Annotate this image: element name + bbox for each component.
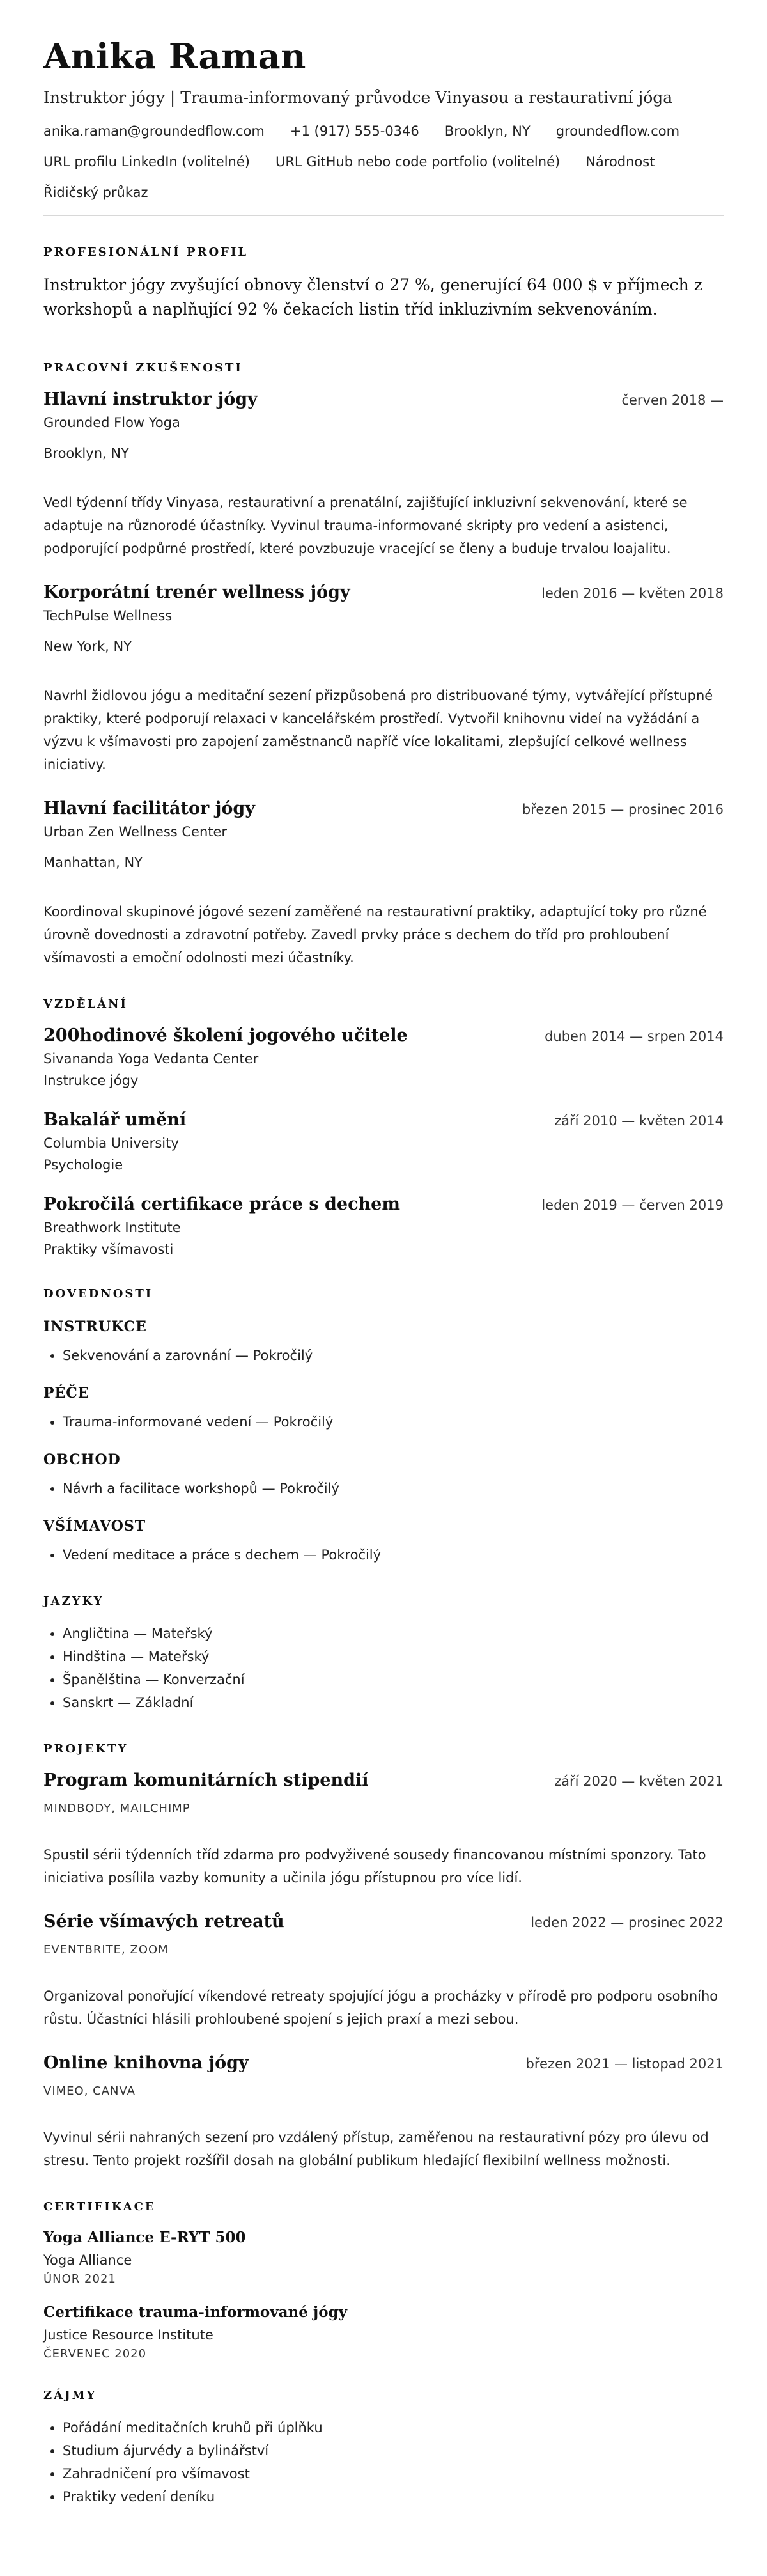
degree: Pokročilá certifikace práce s dechem	[43, 1194, 400, 1214]
project-item	[43, 2052, 724, 2172]
language-list	[43, 1622, 724, 1714]
cert-issuer: Yoga Alliance	[43, 2252, 132, 2268]
project-name: Program komunitárních stipendií	[43, 1770, 369, 1790]
interest-item: • Studium ájurvédy a bylinářství	[63, 2439, 724, 2462]
cert-date: ÚNOR 2021	[43, 2272, 116, 2286]
job-location: New York, NY	[43, 639, 132, 654]
job-company: Grounded Flow Yoga	[43, 415, 180, 430]
candidate-name: Anika Raman	[43, 36, 306, 77]
github-url[interactable]: URL GitHub nebo code portfolio (volitelné)	[275, 154, 561, 169]
cert-name: Yoga Alliance E-RYT 500	[43, 2229, 246, 2246]
skill-list	[43, 1477, 724, 1500]
website[interactable]: groundedflow.com	[555, 123, 680, 139]
job-title: Korporátní trenér wellness jógy	[43, 582, 350, 602]
linkedin-url[interactable]: URL profilu LinkedIn (volitelné)	[43, 154, 250, 169]
section-title-profile: PROFESIONÁLNÍ PROFIL	[43, 246, 249, 259]
section-title-certifications: CERTIFIKACE	[43, 2200, 156, 2213]
school: Sivananda Yoga Vedanta Center	[43, 1051, 259, 1066]
education-item	[43, 1025, 724, 1090]
project-tools: MINDBODY, MAILCHIMP	[43, 1802, 190, 1815]
contact-row-1	[43, 121, 724, 141]
section-title-interests: ZÁJMY	[43, 2389, 97, 2402]
certification-item	[43, 2302, 724, 2361]
interest-list	[43, 2416, 724, 2508]
skill-category: VŠÍMAVOST	[43, 1518, 146, 1534]
profile-section	[43, 246, 724, 322]
education-date: leden 2019 — červen 2019	[541, 1198, 724, 1213]
section-title-languages: JAZYKY	[43, 1595, 104, 1608]
education-section	[43, 997, 724, 1259]
language-item: • Sanskrt — Základní	[63, 1691, 724, 1714]
job-company: TechPulse Wellness	[43, 608, 173, 623]
skill-category: INSTRUKCE	[43, 1318, 147, 1335]
skills-section	[43, 1287, 724, 1566]
school: Breathwork Institute	[43, 1220, 181, 1235]
project-tools: VIMEO, CANVA	[43, 2084, 136, 2098]
resume-header	[43, 36, 724, 202]
degree: 200hodinové školení jogového učitele	[43, 1026, 408, 1045]
cert-date: ČERVENEC 2020	[43, 2347, 147, 2361]
contact-row-2	[43, 152, 724, 171]
drivers-license: Řidičský průkaz	[43, 185, 148, 200]
job-title: Hlavní instruktor jógy	[43, 389, 258, 409]
project-item	[43, 1770, 724, 1889]
skill-category: OBCHOD	[43, 1451, 121, 1468]
skill-category: PÉČE	[43, 1385, 89, 1401]
project-item	[43, 1911, 724, 2031]
degree: Bakalář umění	[43, 1110, 187, 1130]
job-date: leden 2016 — květen 2018	[541, 586, 724, 601]
interest-item: • Zahradničení pro všímavost	[63, 2462, 724, 2485]
job-location: Manhattan, NY	[43, 855, 143, 870]
profile-summary: Instruktor jógy zvyšující obnovy členství o 27 %, generující 64 000 $ v příjmech z workshopů a naplňující 92 % čekacích listin tříd inkluzivním sekvenováním.	[43, 276, 702, 318]
skill-list	[43, 1344, 724, 1367]
project-date: březen 2021 — listopad 2021	[525, 2056, 724, 2072]
certifications-section	[43, 2200, 724, 2361]
field-of-study: Praktiky všímavosti	[43, 1242, 174, 1257]
section-title-projects: PROJEKTY	[43, 1742, 128, 1756]
languages-section	[43, 1595, 724, 1714]
education-item	[43, 1109, 724, 1175]
location: Brooklyn, NY	[444, 123, 531, 139]
skill-item: • Sekvenování a zarovnání — Pokročilý	[63, 1344, 724, 1367]
language-item: • Angličtina — Mateřský	[63, 1622, 724, 1645]
job-title: Hlavní facilitátor jógy	[43, 799, 255, 818]
interests-section	[43, 2389, 724, 2508]
project-description: Organizoval ponořující víkendové retreaty spojující jógu a procházky v přírodě pro podporu osobního růstu. Účastníci hlásili prohloubené spojení s jejich praxí a mezi sebou.	[43, 1988, 718, 2027]
school: Columbia University	[43, 1136, 179, 1151]
field-of-study: Psychologie	[43, 1157, 123, 1173]
project-date: leden 2022 — prosinec 2022	[531, 1915, 724, 1930]
job-location: Brooklyn, NY	[43, 446, 129, 461]
job-company: Urban Zen Wellness Center	[43, 824, 228, 839]
project-name: Online knihovna jógy	[43, 2053, 249, 2073]
headline: Instruktor jógy | Trauma-informovaný průvodce Vinyasou a restaurativní jóga	[43, 88, 673, 107]
field-of-study: Instrukce jógy	[43, 1073, 139, 1088]
header-divider	[43, 215, 724, 216]
certification-item	[43, 2228, 724, 2286]
section-title-experience: PRACOVNÍ ZKUŠENOSTI	[43, 361, 243, 375]
experience-item	[43, 798, 724, 969]
skill-list	[43, 1543, 724, 1566]
education-item	[43, 1194, 724, 1259]
interest-item: • Pořádání meditačních kruhů při úplňku	[63, 2416, 724, 2439]
experience-item	[43, 582, 724, 776]
contact-info	[43, 121, 724, 202]
project-name: Série všímavých retreatů	[43, 1912, 284, 1932]
project-date: září 2020 — květen 2021	[554, 1774, 724, 1789]
skill-item: • Návrh a facilitace workshopů — Pokročilý	[63, 1477, 724, 1500]
nationality: Národnost	[585, 154, 655, 169]
skill-list	[43, 1410, 724, 1433]
job-description: Vedl týdenní třídy Vinyasa, restaurativní a prenatální, zajišťující inkluzivní sekvenování, které se adaptuje na různorodé účastníky. Vyvinul trauma-informované skripty pro vedení a asistenci, podporující podpůrné prostředí, které povzbuzuje vracející se členy a buduje trvalou loajalitu.	[43, 495, 688, 556]
project-tools: EVENTBRITE, ZOOM	[43, 1943, 169, 1956]
job-date: březen 2015 — prosinec 2016	[522, 802, 724, 817]
job-description: Koordinoval skupinové jógové sezení zaměřené na restaurativní praktiky, adaptující toky pro různé úrovně dovednosti a zdravotní potřeby. Zavedl prvky práce s dechem do tříd pro prohloubení všímavosti a emoční odolnosti mezi účastníky.	[43, 904, 707, 965]
projects-section	[43, 1742, 724, 2172]
experience-section	[43, 361, 724, 969]
language-item: • Španělština — Konverzační	[63, 1668, 724, 1691]
project-description: Spustil sérii týdenních tříd zdarma pro podvyživené sousedy financovanou místními sponzory. Tato iniciativa posílila vazby komunity a učinila jógu přístupnou pro více lidí.	[43, 1847, 706, 1885]
experience-item	[43, 389, 724, 560]
section-title-education: VZDĚLÁNÍ	[43, 997, 128, 1011]
email[interactable]: anika.raman@groundedflow.com	[43, 123, 265, 139]
skill-item: • Trauma-informované vedení — Pokročilý	[63, 1410, 724, 1433]
job-date: červen 2018 —	[621, 393, 724, 408]
cert-name: Certifikace trauma-informované jógy	[43, 2304, 348, 2321]
interest-item: • Praktiky vedení deníku	[63, 2485, 724, 2508]
education-date: září 2010 — květen 2014	[554, 1113, 724, 1128]
phone[interactable]: +1 (917) 555-0346	[290, 123, 419, 139]
contact-row-3	[43, 183, 724, 202]
cert-issuer: Justice Resource Institute	[43, 2327, 213, 2343]
job-description: Navrhl židlovou jógu a meditační sezení přizpůsobená pro distribuované týmy, vytvářející přístupné praktiky, které podporují relaxaci v kancelářském prostředí. Vytvořil knihovnu videí na vyžádání a výzvu k všímavosti pro zapojení zaměstnanců napříč více lokalitami, zlepšující celkové wellness iniciativy.	[43, 688, 713, 772]
section-title-skills: DOVEDNOSTI	[43, 1287, 153, 1300]
language-item: • Hindština — Mateřský	[63, 1645, 724, 1668]
project-description: Vyvinul sérii nahraných sezení pro vzdálený přístup, zaměřenou na restaurativní pózy pro úlevu od stresu. Tento projekt rozšířil dosah na globální publikum hledající flexibilní wellness možnosti.	[43, 2130, 709, 2168]
skill-item: • Vedení meditace a práce s dechem — Pokročilý	[63, 1543, 724, 1566]
education-date: duben 2014 — srpen 2014	[545, 1029, 724, 1044]
